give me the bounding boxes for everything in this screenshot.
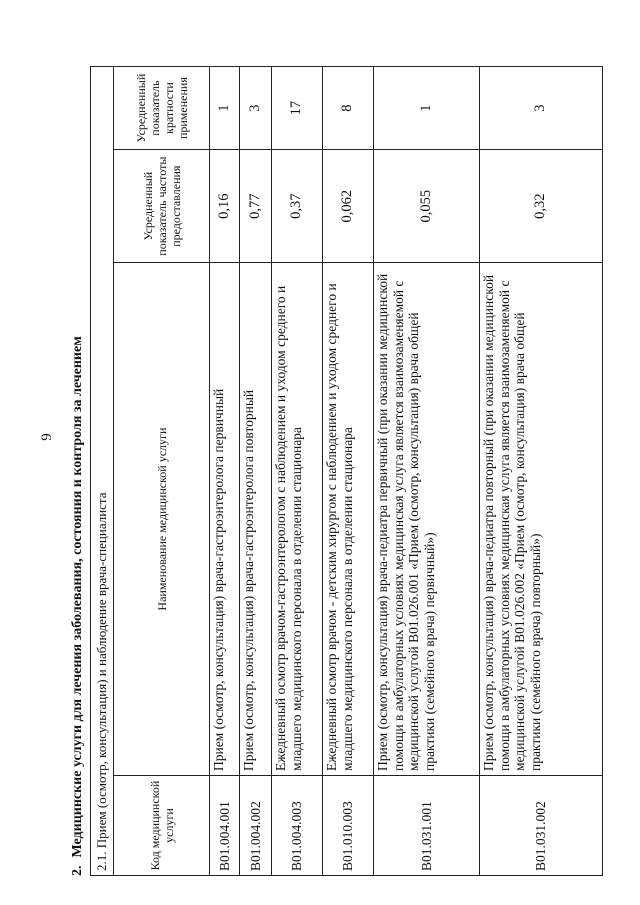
service-code: B01.031.002 <box>480 776 603 876</box>
table-row <box>272 67 323 876</box>
multiplicity-value: 8 <box>323 67 374 150</box>
column-header-frequency: Усредненный показатель частоты предоставления <box>114 150 210 263</box>
frequency-value: 0,32 <box>480 150 603 263</box>
frequency-value: 0,062 <box>323 150 374 263</box>
multiplicity-value: 3 <box>480 67 603 150</box>
services-table <box>90 66 603 876</box>
page-number: 9 <box>39 433 55 441</box>
table-row <box>210 67 240 876</box>
frequency-value: 0,055 <box>374 150 480 263</box>
service-name: Прием (осмотр, консультация) врача-гастроэнтеролога повторный <box>240 263 272 776</box>
multiplicity-value: 1 <box>210 67 240 150</box>
table-header-row <box>114 67 210 876</box>
service-name: Прием (осмотр, консультация) врача-педиатра первичный (при оказании медицинской помощи в амбулаторных условиях медицинская услуга является взаимозаменяемой с медицинской услугой B01.026.001 «Прием (осмотр, консультация) врача общей практики (семейного врача) первичный») <box>374 263 480 776</box>
service-name: Прием (осмотр, консультация) врача-гастроэнтеролога первичный <box>210 263 240 776</box>
section-heading <box>68 66 88 876</box>
service-code: B01.004.003 <box>272 776 323 876</box>
service-code: B01.010.003 <box>323 776 374 876</box>
table-row <box>240 67 272 876</box>
frequency-value: 0,16 <box>210 150 240 263</box>
service-code: B01.004.002 <box>240 776 272 876</box>
table-row <box>480 67 603 876</box>
subsection-row <box>91 67 114 876</box>
service-code: B01.004.001 <box>210 776 240 876</box>
multiplicity-value: 17 <box>272 67 323 150</box>
table-row <box>323 67 374 876</box>
column-header-name: Наименование медицинской услуги <box>114 263 210 776</box>
service-name: Прием (осмотр, консультация) врача-педиатра повторный (при оказании медицинской помощи в амбулаторных условиях медицинская услуга является взаимозаменяемой с медицинской услугой B01.026.002 «Прием (осмотр, консультация) врача общей практики (семейного врача) повторный») <box>480 263 603 776</box>
subsection-title: 2.1. Прием (осмотр, консультация) и наблюдение врача-специалиста <box>91 67 114 876</box>
multiplicity-value: 3 <box>240 67 272 150</box>
section-number: 2. <box>70 865 85 876</box>
section-title: Медицинские услуги для лечения заболевания, состояния и контроля за лечением <box>70 336 85 858</box>
service-name: Ежедневный осмотр врачом - детским хирургом с наблюдением и уходом среднего и младшего медицинского персонала в отделении стационара <box>323 263 374 776</box>
service-code: B01.031.001 <box>374 776 480 876</box>
multiplicity-value: 1 <box>374 67 480 150</box>
frequency-value: 0,37 <box>272 150 323 263</box>
rotated-sheet <box>68 66 633 876</box>
column-header-multiplicity: Усредненный показатель кратности применения <box>114 67 210 150</box>
column-header-code: Код медицинской услуги <box>114 776 210 876</box>
frequency-value: 0,77 <box>240 150 272 263</box>
service-name: Ежедневный осмотр врачом-гастроэнтерологом с наблюдением и уходом среднего и младшего медицинского персонала в отделении стационара <box>272 263 323 776</box>
table-row <box>374 67 480 876</box>
